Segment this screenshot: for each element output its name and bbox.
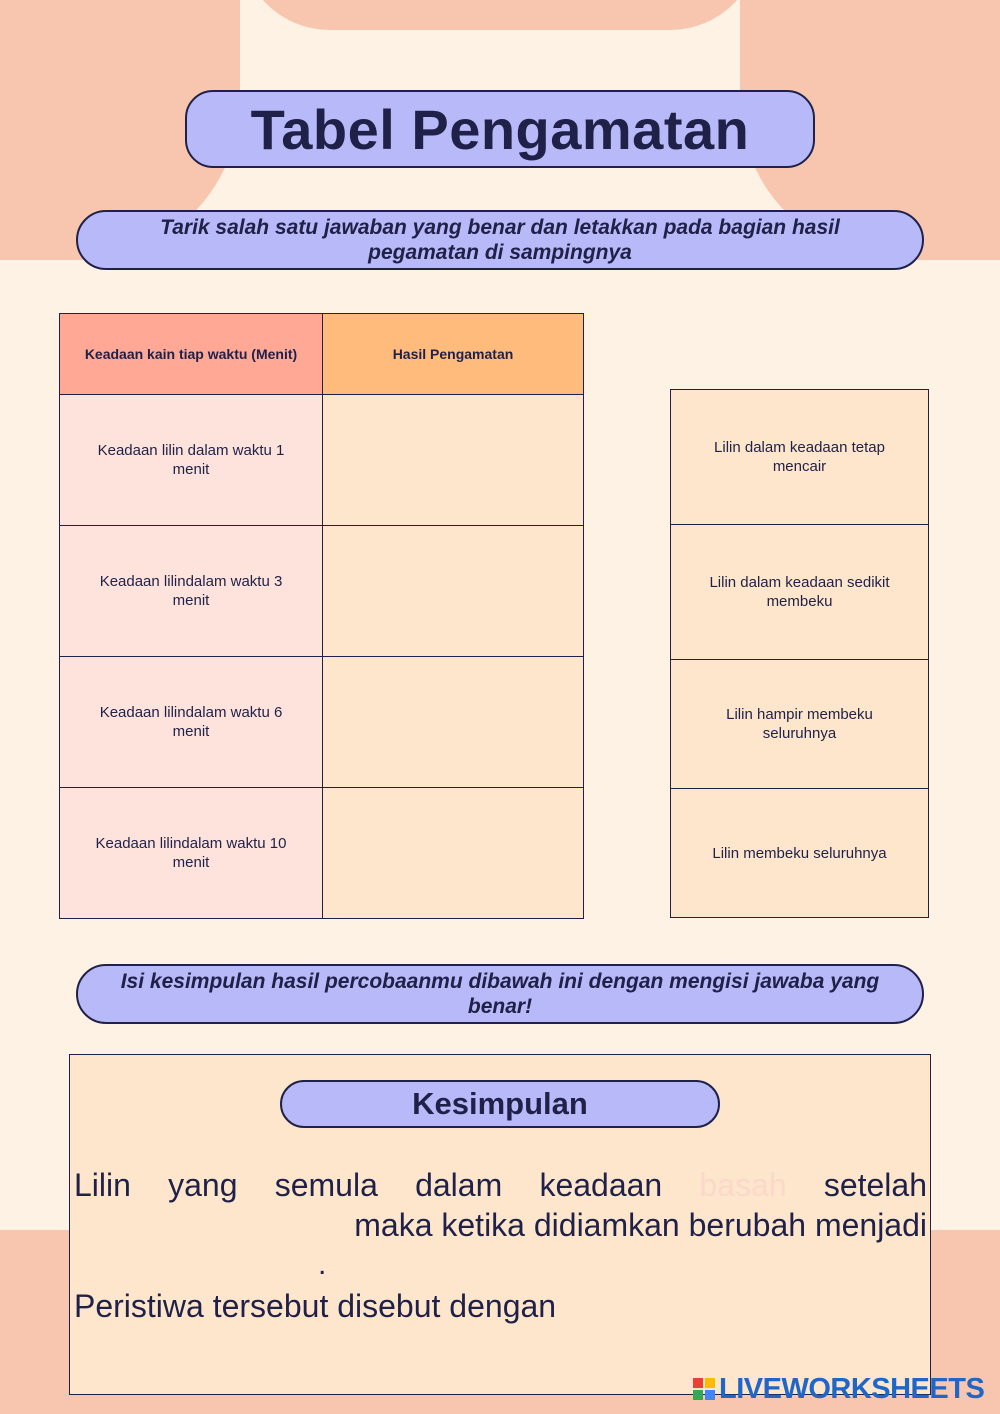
condition-cell: Keadaan lilindalam waktu 3 menit — [60, 526, 323, 657]
result-drop-zone[interactable] — [323, 657, 584, 788]
instruction-bottom — [76, 964, 924, 1024]
conclusion-line-1-start: Lilin yang semula dalam keadaan — [74, 1167, 663, 1203]
answer-option-draggable[interactable]: Lilin membeku seluruhnya — [671, 789, 929, 918]
result-drop-zone[interactable] — [323, 788, 584, 919]
liveworksheets-logo-icon — [693, 1378, 715, 1400]
condition-cell: Keadaan lilindalam waktu 10 menit — [60, 788, 323, 919]
answer-option-draggable[interactable]: Lilin dalam keadaan tetap mencair — [671, 390, 929, 525]
result-drop-zone[interactable] — [323, 526, 584, 657]
conclusion-line-3: Peristiwa tersebut disebut dengan — [74, 1288, 557, 1324]
conclusion-heading-text: Kesimpulan — [412, 1086, 588, 1121]
conclusion-period: . — [318, 1248, 327, 1281]
conclusion-line-2: maka ketika didiamkan berubah menjadi — [354, 1207, 927, 1243]
observation-table — [59, 313, 584, 919]
brand-text: LIVEWORKSHEETS — [719, 1372, 985, 1405]
instruction-top-text: Tarik salah satu jawaban yang benar dan letakkan pada bagian hasil pegamatan di sampingnya — [160, 216, 840, 264]
table-row — [60, 526, 584, 657]
conclusion-line-1 — [74, 1165, 927, 1205]
conclusion-blank-1-input[interactable]: basah — [699, 1167, 787, 1203]
logo-square — [693, 1378, 703, 1388]
instruction-top — [76, 210, 924, 270]
page-title-text: Tabel Pengamatan — [250, 97, 750, 161]
logo-square — [705, 1390, 715, 1400]
liveworksheets-brand — [693, 1372, 984, 1406]
table-row — [60, 788, 584, 919]
answer-option-draggable[interactable]: Lilin hampir membeku seluruhnya — [671, 660, 929, 789]
page-title — [185, 90, 815, 168]
answer-options — [670, 389, 929, 918]
instruction-bottom-text: Isi kesimpulan hasil percobaanmu dibawah ini dengan mengisi jawaba yang benar! — [120, 970, 880, 1018]
header-result: Hasil Pengamatan — [323, 314, 584, 395]
condition-cell: Keadaan lilin dalam waktu 1 menit — [60, 395, 323, 526]
background-top-center-shape — [240, 0, 760, 30]
header-condition: Keadaan kain tiap waktu (Menit) — [60, 314, 323, 395]
table-row — [60, 395, 584, 526]
condition-cell: Keadaan lilindalam waktu 6 menit — [60, 657, 323, 788]
conclusion-heading — [280, 1080, 720, 1128]
conclusion-line-1-end: setelah — [823, 1167, 927, 1203]
result-drop-zone[interactable] — [323, 395, 584, 526]
table-header-row — [60, 314, 584, 395]
logo-square — [705, 1378, 715, 1388]
logo-square — [693, 1390, 703, 1400]
table-row — [60, 657, 584, 788]
answer-option-draggable[interactable]: Lilin dalam keadaan sedikit membeku — [671, 525, 929, 660]
